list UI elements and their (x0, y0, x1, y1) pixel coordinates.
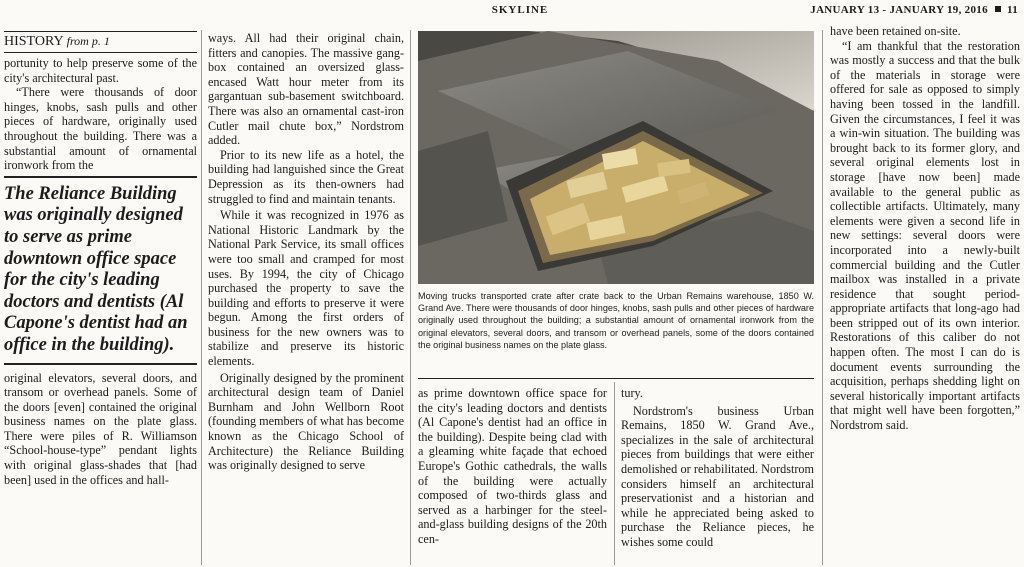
col5-paragraph-2: “I am thankful that the restoration was mostly a success and that the bulk of the materials in storage were offered for sale as opposed to simply having been tossed in the landfill. Given the circumstances, I feel it was a win-win situation. The building was brought back to its former glory, and several original elements lost in storage [have now been] made available to the general public as collectible artifacts. Ultimately, many elements were given a second life in new settings: several doors were incorporated into a newly-built commercial building and the Cutler mailbox was installed in a private residence that sought period-appropriate artifacts that long-ago had been stripped out of its own interior. Restorations of this caliber do not happen often. The most I can do is document events surrounding the acquisition, perhaps shedding light on several historically important artifacts that might well have been forgotten,” Nordstrom said. (830, 38, 1020, 433)
col3-paragraph-1: as prime downtown office space for the city's leading doctors and dentists (Al Capone's dentist had an office in the building). Despite being clad with a gleaming white façade that echoed Europe's Gothic cathedrals, the walls of the building were actually composed of two-thirds glass and served as a harbinger for the steel-and-glass building designs of the 20th cen- (418, 386, 607, 546)
col2-paragraph-4: Originally designed by the prominent architectural design team of Daniel Burnham and John Wellborn Root (founding members of what has become known as the Chicago School of Architecture) the Reliance Building was originally designed to serve (208, 370, 404, 473)
col1-paragraph-1: portunity to help preserve some of the city's architectural past. (4, 56, 197, 85)
col2-paragraph-1: ways. All had their original chain, fitters and canopies. The massive gang-box contained an oversized glass-encased Watt hour meter from its gargantuan sub-basement switchboard. There was also an ornamental cast-iron Cutler mail chute box,” Nordstrom added. (208, 31, 404, 148)
column-2 (208, 31, 404, 473)
column-3 (418, 386, 607, 547)
column-1 (4, 31, 197, 487)
page-separator-icon (995, 6, 1001, 12)
col4-paragraph-1: tury. (621, 386, 643, 400)
col4-paragraph-2: Nordstrom's business Urban Remains, 1850 W. Grand Ave., specializes in the sale of architectural pieces from buildings that were either demolished or rehabilitated. Nordstrom considers himself an architectural preservationist and a historian and while he appreciated being asked to purchase the Reliance pieces, he wishes some could (621, 403, 814, 549)
crate-photo-image (418, 31, 814, 284)
col2-paragraph-2: Prior to its new life as a hotel, the building had languished since the Great Depression as its then-owners had struggled to find and maintain tenants. (208, 147, 404, 206)
crate-photo (418, 31, 814, 284)
column-divider (201, 30, 202, 565)
issue-date (810, 4, 1018, 16)
section-kicker (4, 31, 197, 53)
caption-rule (418, 378, 814, 379)
pull-quote: The Reliance Building was originally designed to serve as prime downtown office space for the city's leading doctors and dentists (Al Capone's dentist had an office in the building). (4, 176, 197, 365)
col2-paragraph-3: While it was recognized in 1976 as National Historic Landmark by the National Park Service, its small offices were too small and cramped for most uses. By 1994, the city of Chicago purchased the property to save the building and efforts to preserve it were begun. Among the first orders of business for the new owners was to stabilize and preserve its historic elements. (208, 208, 404, 369)
kicker-title: HISTORY (4, 34, 64, 49)
issue-date-text: JANUARY 13 - JANUARY 19, 2016 (810, 4, 988, 16)
column-4 (621, 386, 814, 550)
col5-paragraph-1: have been retained on-site. (830, 24, 961, 38)
photo-caption: Moving trucks transported crate after crate back to the Urban Remains warehouse, 1850 W. Grand Ave. There were thousands of door hinges, knobs, sash pulls and other pieces of hardware originally used throughout the building; a substantial amount of ornamental ironwork from the original elevators, several doors, and transom or overhead panels, some of the doors contained the original business names on the plate glass. (418, 291, 814, 350)
column-divider (410, 30, 411, 565)
column-divider (614, 382, 615, 565)
col1-paragraph-3: original elevators, several doors, and transom or overhead panels. Some of the doors [even] contained the original business names on the plate glass. There were piles of R. Williamson “School-house-type” pendant lights with original glass-shades that [had been] used in the offices and hall- (4, 370, 197, 487)
column-5 (830, 24, 1020, 433)
column-divider (822, 30, 823, 565)
page-number: 11 (1007, 4, 1018, 16)
publication-name: SKYLINE (491, 4, 549, 16)
col1-paragraph-2: “There were thousands of door hinges, knobs, sash pulls and other pieces of hardware, originally used throughout the building. There was a substantial amount of ornamental ironwork from the (4, 85, 197, 173)
kicker-ref: from p. 1 (66, 34, 110, 48)
